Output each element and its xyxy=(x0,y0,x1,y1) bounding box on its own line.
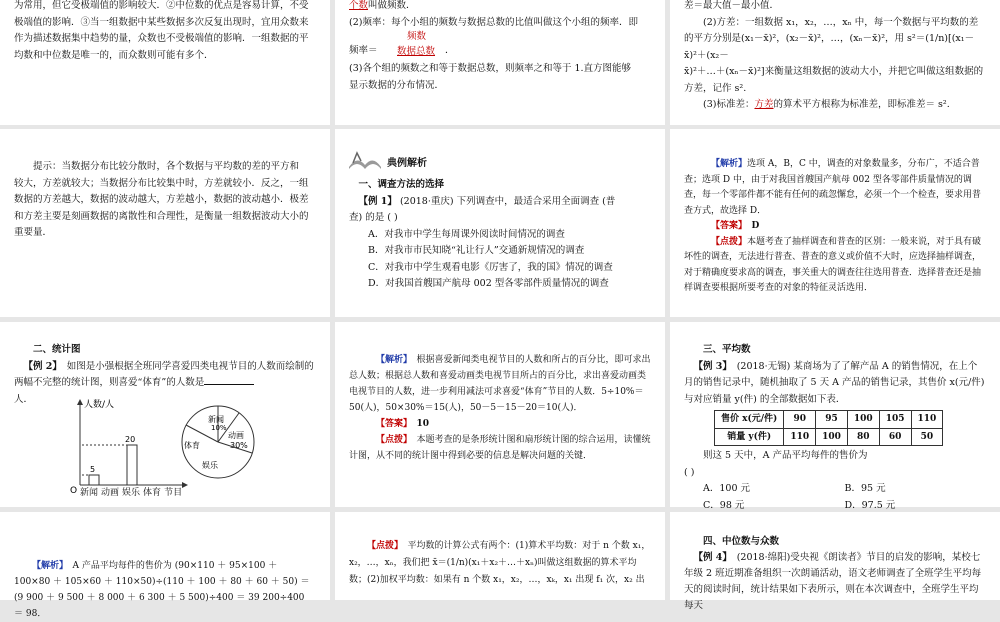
table-cell: 100 xyxy=(816,428,848,446)
section-heading: 一、调查方法的选择 xyxy=(358,179,445,190)
x-tick-label: 动画 xyxy=(101,488,120,498)
table-cell: 110 xyxy=(911,411,943,429)
table-cell: 105 xyxy=(879,411,911,429)
section-badge xyxy=(347,151,427,171)
fraction-line: 频数 频率＝ 数据总数 ． xyxy=(349,31,651,61)
option: B．95 元 xyxy=(844,483,886,494)
slide-example-4 xyxy=(670,512,1000,611)
example-text: 【例 1】 (2018·重庆) 下列调查中，最适合采用全面调查 (普 xyxy=(358,195,616,207)
option: C．98 元 xyxy=(703,499,745,511)
book-icon xyxy=(347,151,383,171)
x-tick-label: 体育 xyxy=(143,488,162,498)
slide-example-2 xyxy=(0,322,330,507)
option: D．对我国首艘国产航母 002 型各零部件质量情况的调查 xyxy=(368,278,609,289)
x-tick-label: 节目 xyxy=(164,488,183,498)
text-line: 为常用，但它受极端值的影响较大．②中位数的优点是容易计算，不受 xyxy=(14,0,309,11)
slide-solution-2 xyxy=(335,322,665,507)
table-cell: 90 xyxy=(784,411,816,429)
slide-concept-summary xyxy=(0,0,330,125)
table-cell: 110 xyxy=(784,428,816,446)
text-line: (2)方差：一组数据 x₁，x₂，…，xₙ 中，每一个数据与平均数的差 xyxy=(703,16,979,28)
table-row xyxy=(715,428,943,446)
fraction-denominator: 数据总数 xyxy=(397,46,436,57)
example-text: 【例 3】 (2018·无锡) 某商场为了了解产品 A 的销售情况，在上个月的销售记录中，随机抽取了 5 天 A 产品的销售记录，其售价 x(元/件) 与对应销量 y(件) 的全部数据如下表． xyxy=(684,360,985,405)
slide-solution-3 xyxy=(0,512,330,619)
pie-label: 新闻 xyxy=(208,415,224,424)
text-line: 作为描述数据集中趋势的量，众数也不受极端值的影响．一组数据的平 xyxy=(14,33,309,44)
text-line: 和方差主要是刻画数据的离散性和合理性，是衡量一组数据波动大小的 xyxy=(14,210,309,222)
text-line: (3)各个组的频数之和等于数据总数，则频率之和等于 1.直方图能够 xyxy=(349,63,632,74)
analysis-paragraph: 【解析】选项 A，B，C 中，调查的对象数量多，分布广，不适合普查；选项 D 中，由于对我国首艘国产航母 002 型各零部件质量情况的调查，每一个零部件都不能有任何的疏忽懈怠，必须一个一个检查，要求用普查方式，故选择 D． xyxy=(684,159,982,216)
text-line: 的平方分别是(x₁－x̄)²，(x₂－x̄)²，…，(xₙ－x̄)²，用 s²＝(1/n)[(x₁－x̄)²＋(x₂－ xyxy=(684,33,975,61)
tip-paragraph: 【点拨】本题考查了抽样调查和普查的区别：一般来说，对于具有破坏性的调查，无法进行普查、普查的意义或价值不大时，应选择抽样调查，对于精确度要求高的调查，事关重大的调查往往选用普查．选择普查还是抽样调查要根据所要考查的对象的特征灵活选用． xyxy=(684,236,982,293)
slide-hint xyxy=(0,129,330,317)
table-header-cell: 销量 y(件) xyxy=(715,428,784,446)
options xyxy=(684,481,986,514)
option: A．对我市中学生每周课外阅读时间情况的调查 xyxy=(368,228,565,240)
section-heading: 三、平均数 xyxy=(703,344,751,355)
table-cell: 95 xyxy=(816,411,848,429)
pie-chart xyxy=(178,402,258,482)
text-line: 重要量． xyxy=(14,227,53,238)
example-text: 查) 的是 ( ) xyxy=(349,212,398,223)
text-line: 个数叫做频数． xyxy=(349,0,416,11)
fraction-prefix: 频率＝ xyxy=(349,45,378,56)
slide-example-1 xyxy=(335,129,665,317)
pie-label: 体育 xyxy=(184,441,200,450)
slide-frequency xyxy=(335,0,665,125)
text-line: 较大，方差就较大；当数据分布比较集中时，方差就较小．反之，一组 xyxy=(14,177,309,189)
text-line: 差＝最大值－最小值． xyxy=(684,0,780,11)
table-header-cell: 售价 x(元/件) xyxy=(715,411,784,429)
text-line: x̄)²＋…＋(xₙ－x̄)²]来衡量这组数据的波动大小，并把它叫做这组数据的 xyxy=(684,66,984,77)
question-text: ( ) xyxy=(684,466,695,478)
bar-news xyxy=(89,475,99,485)
analysis-paragraph: 【解析】 根据喜爱新闻类电视节目的人数和所占的百分比，即可求出总人数；根据总人数和喜爱动画类电视节目所占的百分比，求出喜爱动画类电视节目的人数，进一步利用减法可求喜爱“体育”节目的人数．5÷10%＝50(人)，50×30%＝15(人)，50－5－15－20＝10(人)． xyxy=(349,355,651,413)
pie-label: 娱乐 xyxy=(202,461,218,470)
table-cell: 50 xyxy=(911,428,943,446)
tip-paragraph: 【点拨】 本题考查的是条形统计图和扇形统计图的综合运用，读懂统计图，从不同的统计图中得到必要的信息是解决问题的关键． xyxy=(349,435,651,461)
answer-line: 【答案】 10 xyxy=(376,419,430,429)
text-line: (3)标准差：方差的算术平方根称为标准差，即标准差＝ s². xyxy=(703,99,950,110)
answer-blank xyxy=(204,384,254,385)
fraction-numerator: 频数 xyxy=(407,31,427,42)
slide-variance xyxy=(670,0,1000,125)
section-heading: 四、中位数与众数 xyxy=(703,536,780,547)
bar-label: 5 xyxy=(90,465,96,474)
text-line: 提示：当数据分布比较分散时，各个数据与平均数的差的平方和 xyxy=(33,161,300,172)
text-line: 显示数据的分布情况． xyxy=(349,79,445,91)
blank-answer: 方差 xyxy=(754,99,774,110)
text-line: 极端值的影响．③当一组数据中某些数据多次反复出现时，宜用众数来 xyxy=(14,16,309,28)
section-badge-label: 典例解析 xyxy=(387,157,427,169)
x-tick-label: 新闻 xyxy=(80,488,99,498)
bar-chart-ylabel: 人数/人 xyxy=(84,400,115,410)
bar-label: 20 xyxy=(125,435,136,444)
example-text: 【例 4】 (2018·绵阳)受央视《朗读者》节目的启发的影响，某校七年级 2 班近期准备组织一次朗诵活动，语文老师调查了全班学生平均每天的阅读时间，统计结果如下表所示，则在本次调查中，全班学生平均每天 xyxy=(684,552,982,611)
bar-entertainment xyxy=(127,445,137,485)
table-cell: 100 xyxy=(847,411,879,429)
bar-chart xyxy=(60,397,190,497)
slide-tip-3 xyxy=(335,512,665,600)
pie-label: 30% xyxy=(230,441,248,450)
text-line: 数据的方差越大，数据的波动越大，方差越小，数据的波动越小．极差 xyxy=(14,194,309,205)
slide-solution-1 xyxy=(670,129,1000,317)
option: D．97.5 元 xyxy=(844,499,896,511)
section-heading: 二、统计图 xyxy=(33,344,81,355)
x-tick-label: 娱乐 xyxy=(122,488,141,498)
table-row xyxy=(715,411,943,429)
sales-table xyxy=(714,410,943,446)
option: B．对我市市民知晓“礼让行人”交通新规情况的调查 xyxy=(368,245,585,256)
text-line: 均数和中位数是唯一的，而众数则可能有多个． xyxy=(14,49,214,61)
slide-example-3 xyxy=(670,322,1000,511)
pie-label: 动画 xyxy=(228,431,244,440)
blank-answer: 个数 xyxy=(349,0,369,11)
option: A．100 元 xyxy=(703,483,751,494)
text-line: 方差，记作 s². xyxy=(684,82,747,94)
example-text: 【例 2】 如图是小强根据全班同学喜爱四类电视节目的人数而绘制的两幅不完整的统计图，则喜爱“体育”的人数是 xyxy=(14,360,314,388)
analysis-paragraph: 【解析】 A 产品平均每件的售价为 (90×110 ＋ 95×100 ＋ 100×80 ＋ 105×60 ＋ 110×50)÷(110 ＋ 100 ＋ 80 ＋ 60 ＋ 50) ＝ (9 900 ＋ 9 500 ＋ 8 000 ＋ 6 300 ＋ 5 500)÷400 ＝ 39 200÷400 ＝ 98． xyxy=(14,561,310,619)
example-text: 人． xyxy=(14,393,34,405)
text-line: (2)频率：每个小组的频数与数据总数的比值叫做这个小组的频率．即 xyxy=(349,16,638,28)
answer-line: 【答案】 D xyxy=(711,221,760,231)
table-cell: 80 xyxy=(847,428,879,446)
table-cell: 60 xyxy=(879,428,911,446)
bar-chart-xlabels xyxy=(80,485,182,498)
option: C．对我市中学生观看电影《厉害了，我的国》情况的调查 xyxy=(368,261,613,273)
question-text: 则这 5 天中，A 产品平均每件的售价为 xyxy=(703,450,868,461)
pie-label: 10% xyxy=(211,424,227,432)
tip-paragraph: 【点拨】 平均数的计算公式有两个：(1)算术平均数：对于 n 个数 x₁，x₂，…，xₙ，我们把 x̄＝(1/n)(x₁＋x₂＋…＋xₙ)叫做这组数据的算术平均数；(2)加权平均数：如果有 n 个数 x₁，x₂，…，xₖ，x₁ 出现 f₁ 次，x₂ 出 xyxy=(349,541,651,585)
origin-label: O xyxy=(70,486,78,496)
